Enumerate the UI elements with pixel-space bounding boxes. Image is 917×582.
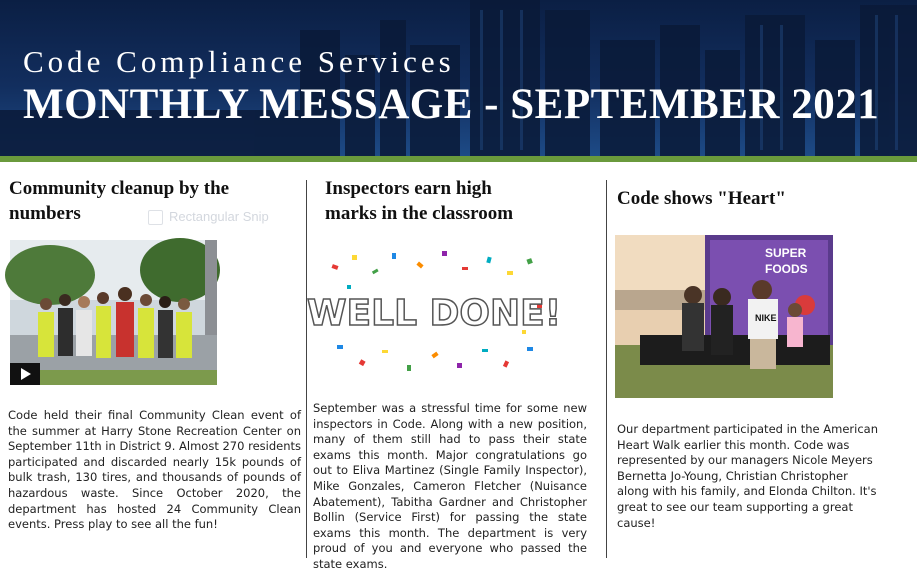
col2-body: September was a stressful time for some new inspectors in Code. Along with a new position, many of them still had to pass their state exams this month. Major congratulations go out to Eliva Martinez (Single Family Inspector), Mike Gonzales, Cameron Fletcher (Nuisance Abatement), Tabitha Gardner and Christopher Bollin (Service First) for passing the state exams this month. The department is very proud of you and everyone who passed the state exams. (313, 401, 587, 571)
banner-title: MONTHLY MESSAGE - SEPTEMBER 2021 (23, 81, 880, 128)
snip-label: Rectangular Snip (169, 209, 269, 224)
sign-text-foods: FOODS (765, 262, 808, 276)
col1-body: Code held their final Community Clean event of the summer at Harry Stone Recreation Center on September 11th in District 9. Almost 270 residents participated and discarded nearly 15k pounds of bulk trash, 130 tires, and thousands of pounds of hazardous waste. Since October 2020, the department has hosted 24 Community Clean events. Press play to see all the fun! (8, 408, 301, 532)
play-icon[interactable] (10, 363, 40, 385)
col1-title (9, 176, 299, 226)
sign-text-super: SUPER (765, 246, 807, 260)
header-banner (0, 0, 917, 156)
green-accent-bar (0, 156, 917, 162)
well-done-text: WELL DONE! (306, 293, 562, 334)
cleanup-video-thumbnail[interactable] (10, 240, 217, 385)
confetti-image (306, 245, 562, 380)
col2-title (325, 176, 600, 226)
cleanup-photo (10, 240, 217, 385)
heart-walk-photo (615, 235, 833, 398)
heart-walk-image (615, 235, 833, 398)
well-done-graphic (306, 245, 562, 380)
col3-body: Our department participated in the American Heart Walk earlier this month. Code was represented by our managers Nicole Meyers Bernetta Jo-Young, Christian Christopher along with his family, and Elonda Chilton. It's great to see our team supporting a great cause! (617, 422, 878, 530)
column-divider-right (606, 180, 607, 558)
col2-title-line1: Inspectors earn high (325, 178, 492, 199)
banner-subtitle: Code Compliance Services (23, 44, 455, 79)
column-divider-left (306, 180, 307, 558)
col1-title-line2: numbers (9, 203, 81, 224)
col1-title-line1: Community cleanup by the (9, 178, 230, 199)
col3-title: Code shows "Heart" (617, 188, 786, 209)
col2-title-line2: marks in the classroom (325, 203, 514, 224)
shirt-text: NIKE (755, 313, 777, 323)
